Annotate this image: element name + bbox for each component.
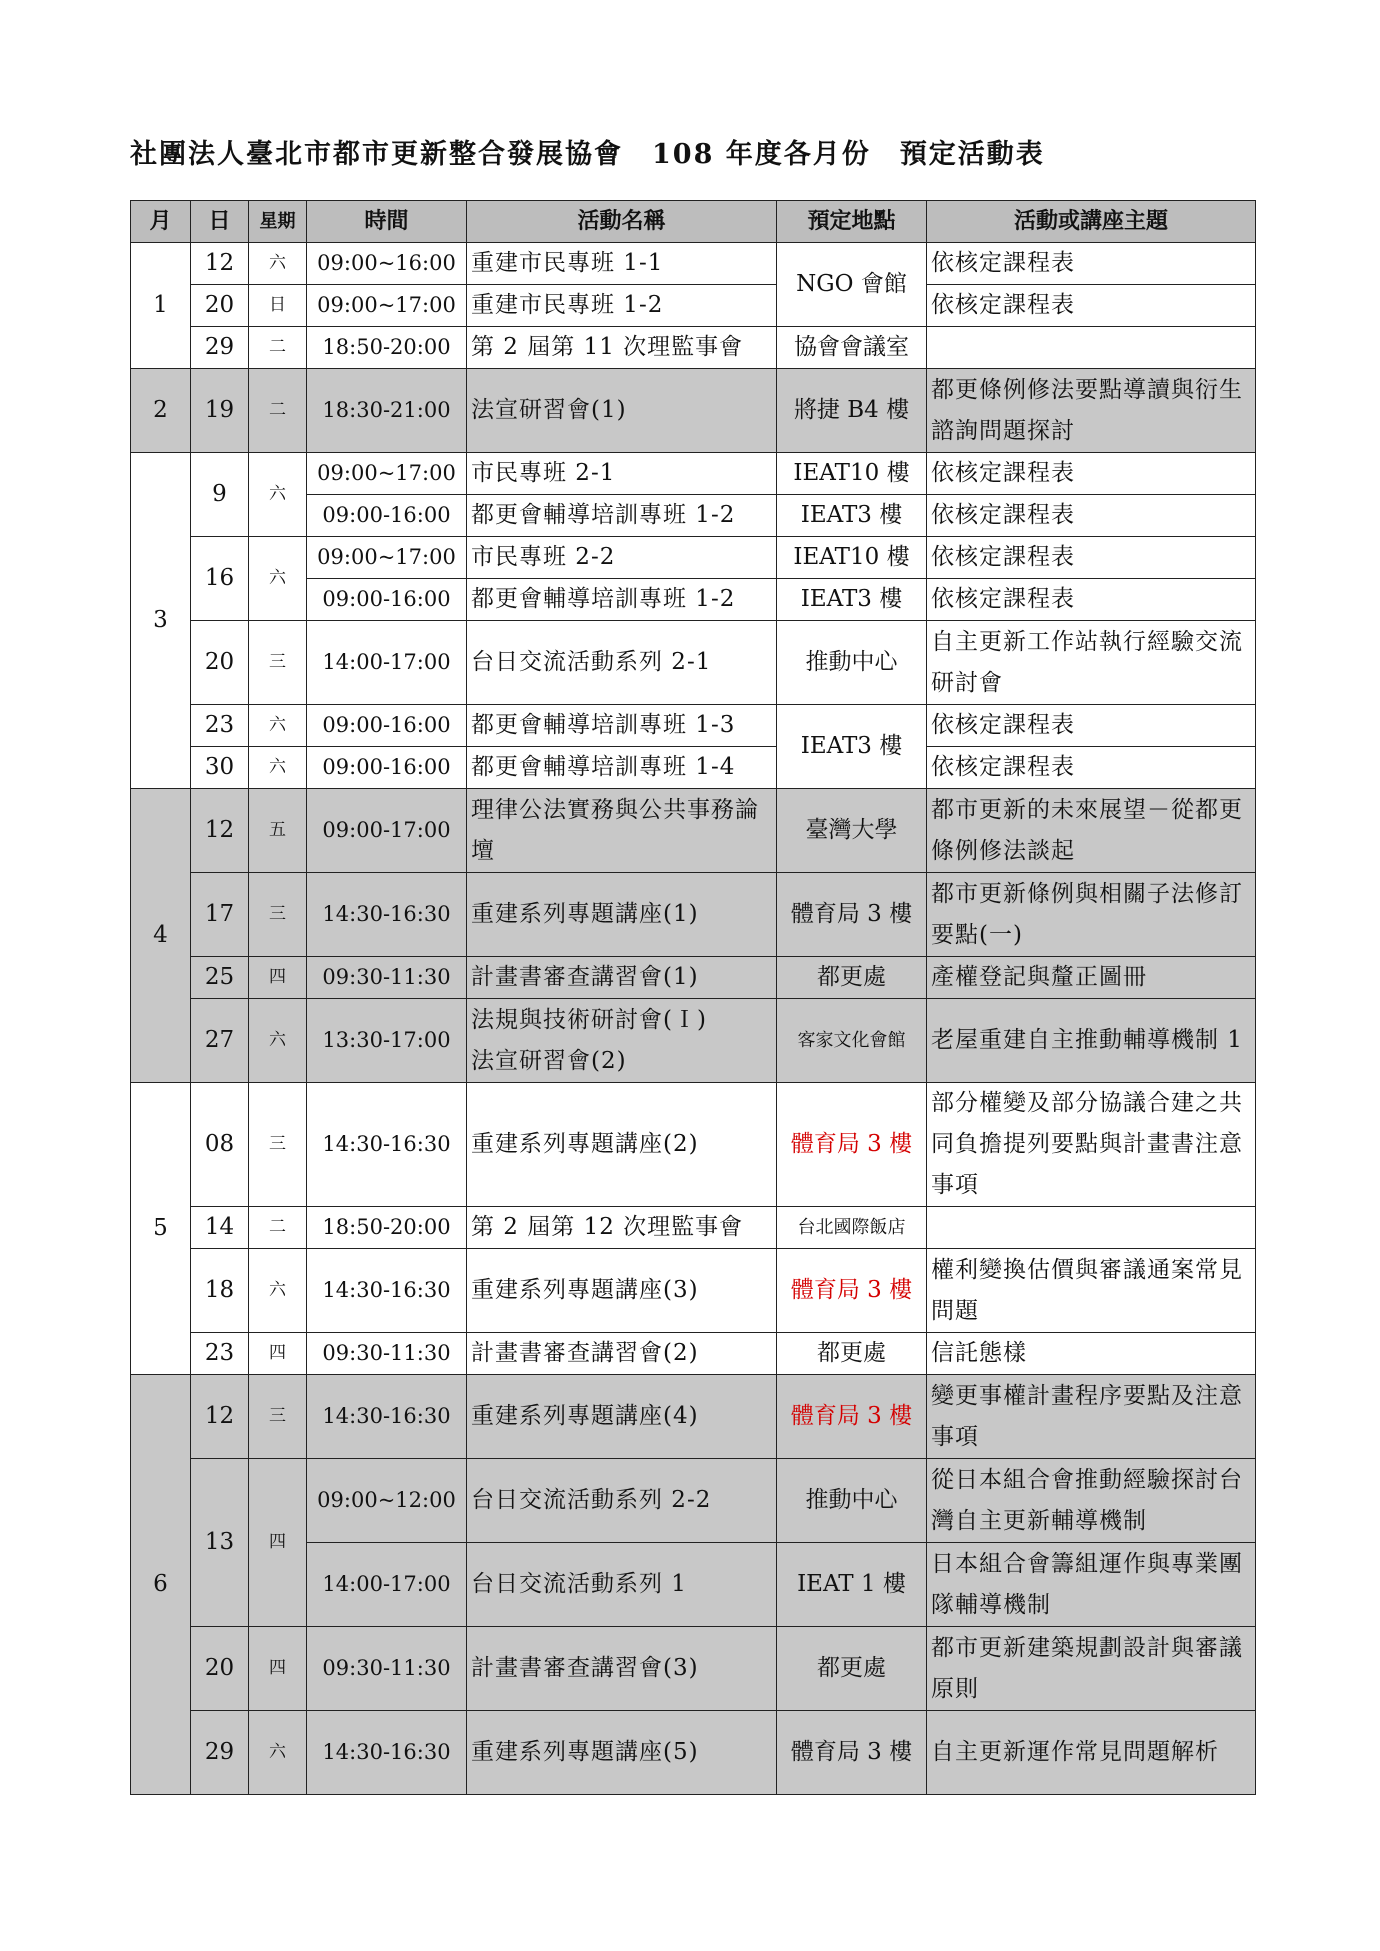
venue-cell: IEAT10 樓 — [777, 453, 927, 495]
topic-cell: 依核定課程表 — [927, 453, 1256, 495]
venue-cell: IEAT3 樓 — [777, 579, 927, 621]
weekday-cell: 四 — [249, 1459, 307, 1627]
time-cell: 14:30-16:30 — [307, 1083, 467, 1207]
topic-cell: 產權登記與釐正圖冊 — [927, 957, 1256, 999]
venue-cell: IEAT3 樓 — [777, 495, 927, 537]
time-cell: 09:00-17:00 — [307, 789, 467, 873]
table-row — [131, 1627, 1256, 1711]
time-cell: 09:00~17:00 — [307, 285, 467, 327]
activity-name-cell: 重建系列專題講座(5) — [467, 1711, 777, 1795]
weekday-cell: 六 — [249, 243, 307, 285]
table-row — [131, 1249, 1256, 1333]
month-cell: 5 — [131, 1083, 191, 1375]
topic-cell: 依核定課程表 — [927, 243, 1256, 285]
venue-cell: 協會會議室 — [777, 327, 927, 369]
topic-cell: 依核定課程表 — [927, 705, 1256, 747]
topic-cell: 自主更新工作站執行經驗交流研討會 — [927, 621, 1256, 705]
month-cell: 6 — [131, 1375, 191, 1795]
header-month: 月 — [131, 201, 191, 243]
activity-name-cell: 第 2 屆第 11 次理監事會 — [467, 327, 777, 369]
time-cell: 18:30-21:00 — [307, 369, 467, 453]
topic-cell: 從日本組合會推動經驗探討台灣自主更新輔導機制 — [927, 1459, 1256, 1543]
topic-cell: 都市更新的未來展望－從都更條例修法談起 — [927, 789, 1256, 873]
time-cell: 14:00-17:00 — [307, 621, 467, 705]
time-cell: 14:00-17:00 — [307, 1543, 467, 1627]
month-cell: 2 — [131, 369, 191, 453]
venue-cell: 將捷 B4 樓 — [777, 369, 927, 453]
activity-name-cell: 重建系列專題講座(2) — [467, 1083, 777, 1207]
topic-cell: 都市更新條例與相關子法修訂要點(一) — [927, 873, 1256, 957]
day-cell: 14 — [191, 1207, 249, 1249]
day-cell: 13 — [191, 1459, 249, 1627]
table-row — [131, 1333, 1256, 1375]
topic-cell: 依核定課程表 — [927, 747, 1256, 789]
weekday-cell: 五 — [249, 789, 307, 873]
time-cell: 09:00~17:00 — [307, 453, 467, 495]
table-row — [131, 1207, 1256, 1249]
day-cell: 20 — [191, 1627, 249, 1711]
activity-name-line: 法宣研習會(2) — [471, 1047, 627, 1074]
header-venue: 預定地點 — [777, 201, 927, 243]
activity-name-cell: 都更會輔導培訓專班 1-2 — [467, 579, 777, 621]
weekday-cell: 三 — [249, 873, 307, 957]
activity-name-cell: 理律公法實務與公共事務論壇 — [467, 789, 777, 873]
header-day: 日 — [191, 201, 249, 243]
topic-cell: 日本組合會籌組運作與專業團隊輔導機制 — [927, 1543, 1256, 1627]
weekday-cell: 二 — [249, 1207, 307, 1249]
day-cell: 19 — [191, 369, 249, 453]
topic-cell: 依核定課程表 — [927, 495, 1256, 537]
table-row — [131, 957, 1256, 999]
table-row — [131, 1375, 1256, 1459]
time-cell: 09:00-16:00 — [307, 495, 467, 537]
table-row — [131, 747, 1256, 789]
activity-name-cell — [467, 999, 777, 1083]
weekday-cell: 六 — [249, 537, 307, 621]
header-topic: 活動或講座主題 — [927, 201, 1256, 243]
venue-cell: 體育局 3 樓 — [777, 873, 927, 957]
time-cell: 09:00-16:00 — [307, 747, 467, 789]
weekday-cell: 二 — [249, 327, 307, 369]
topic-cell — [927, 327, 1256, 369]
table-row — [131, 873, 1256, 957]
venue-cell-highlighted: 體育局 3 樓 — [777, 1083, 927, 1207]
month-cell: 1 — [131, 243, 191, 369]
day-cell: 18 — [191, 1249, 249, 1333]
table-row — [131, 1711, 1256, 1795]
topic-cell: 依核定課程表 — [927, 285, 1256, 327]
time-cell: 09:30-11:30 — [307, 957, 467, 999]
day-cell: 29 — [191, 327, 249, 369]
day-cell: 25 — [191, 957, 249, 999]
activity-name-cell: 計畫書審查講習會(3) — [467, 1627, 777, 1711]
activity-name-cell: 重建市民專班 1-2 — [467, 285, 777, 327]
weekday-cell: 六 — [249, 747, 307, 789]
time-cell: 09:00~12:00 — [307, 1459, 467, 1543]
topic-cell: 部分權變及部分協議合建之共同負擔提列要點與計畫書注意事項 — [927, 1083, 1256, 1207]
topic-cell: 權利變換估價與審議通案常見問題 — [927, 1249, 1256, 1333]
day-cell: 12 — [191, 789, 249, 873]
weekday-cell: 六 — [249, 1249, 307, 1333]
header-time: 時間 — [307, 201, 467, 243]
day-cell: 17 — [191, 873, 249, 957]
weekday-cell: 三 — [249, 1375, 307, 1459]
venue-cell: 都更處 — [777, 1333, 927, 1375]
time-cell: 09:00-16:00 — [307, 705, 467, 747]
table-row — [131, 285, 1256, 327]
weekday-cell: 三 — [249, 621, 307, 705]
month-cell: 4 — [131, 789, 191, 1083]
day-cell: 16 — [191, 537, 249, 621]
time-cell: 09:00~17:00 — [307, 537, 467, 579]
header-activity-name: 活動名稱 — [467, 201, 777, 243]
venue-cell: IEAT3 樓 — [777, 705, 927, 789]
activity-name-cell: 台日交流活動系列 1 — [467, 1543, 777, 1627]
activity-name-cell: 台日交流活動系列 2-1 — [467, 621, 777, 705]
activity-name-cell: 市民專班 2-2 — [467, 537, 777, 579]
time-cell: 14:30-16:30 — [307, 1711, 467, 1795]
weekday-cell: 三 — [249, 1083, 307, 1207]
table-row — [131, 327, 1256, 369]
activity-table — [130, 200, 1256, 1795]
time-cell: 09:30-11:30 — [307, 1333, 467, 1375]
day-cell: 20 — [191, 285, 249, 327]
time-cell: 09:00-16:00 — [307, 579, 467, 621]
activity-name-cell: 都更會輔導培訓專班 1-2 — [467, 495, 777, 537]
topic-cell — [927, 1207, 1256, 1249]
venue-cell: 體育局 3 樓 — [777, 1711, 927, 1795]
header-weekday: 星期 — [249, 201, 307, 243]
table-row — [131, 789, 1256, 873]
day-cell: 29 — [191, 1711, 249, 1795]
day-cell: 27 — [191, 999, 249, 1083]
day-cell: 08 — [191, 1083, 249, 1207]
topic-cell: 都市更新建築規劃設計與審議原則 — [927, 1627, 1256, 1711]
table-row — [131, 999, 1256, 1083]
activity-name-cell: 台日交流活動系列 2-2 — [467, 1459, 777, 1543]
activity-name-cell: 計畫書審查講習會(2) — [467, 1333, 777, 1375]
activity-name-cell: 都更會輔導培訓專班 1-4 — [467, 747, 777, 789]
weekday-cell: 六 — [249, 1711, 307, 1795]
topic-cell: 老屋重建自主推動輔導機制 1 — [927, 999, 1256, 1083]
table-row — [131, 1083, 1256, 1207]
topic-cell: 都更條例修法要點導讀與衍生諮詢問題探討 — [927, 369, 1256, 453]
time-cell: 14:30-16:30 — [307, 1375, 467, 1459]
topic-cell: 依核定課程表 — [927, 579, 1256, 621]
venue-cell: 台北國際飯店 — [777, 1207, 927, 1249]
day-cell: 12 — [191, 1375, 249, 1459]
activity-name-line: 法規與技術研討會(Ｉ) — [471, 1006, 707, 1033]
activity-name-cell: 第 2 屆第 12 次理監事會 — [467, 1207, 777, 1249]
venue-cell: 推動中心 — [777, 1459, 927, 1543]
table-row — [131, 453, 1256, 495]
day-cell: 23 — [191, 705, 249, 747]
venue-cell: 都更處 — [777, 957, 927, 999]
table-row — [131, 243, 1256, 285]
activity-name-cell: 法宣研習會(1) — [467, 369, 777, 453]
time-cell: 09:30-11:30 — [307, 1627, 467, 1711]
venue-cell: IEAT10 樓 — [777, 537, 927, 579]
weekday-cell: 四 — [249, 957, 307, 999]
day-cell: 9 — [191, 453, 249, 537]
topic-cell: 變更事權計畫程序要點及注意事項 — [927, 1375, 1256, 1459]
time-cell: 14:30-16:30 — [307, 1249, 467, 1333]
weekday-cell: 二 — [249, 369, 307, 453]
venue-cell: 都更處 — [777, 1627, 927, 1711]
weekday-cell: 六 — [249, 705, 307, 747]
activity-name-cell: 計畫書審查講習會(1) — [467, 957, 777, 999]
activity-name-cell: 重建市民專班 1-1 — [467, 243, 777, 285]
day-cell: 30 — [191, 747, 249, 789]
venue-cell: IEAT 1 樓 — [777, 1543, 927, 1627]
time-cell: 14:30-16:30 — [307, 873, 467, 957]
table-row — [131, 537, 1256, 579]
topic-cell: 依核定課程表 — [927, 537, 1256, 579]
day-cell: 23 — [191, 1333, 249, 1375]
venue-cell: 臺灣大學 — [777, 789, 927, 873]
activity-name-cell: 重建系列專題講座(4) — [467, 1375, 777, 1459]
day-cell: 20 — [191, 621, 249, 705]
month-cell: 3 — [131, 453, 191, 789]
table-row — [131, 369, 1256, 453]
time-cell: 13:30-17:00 — [307, 999, 467, 1083]
venue-cell: 客家文化會館 — [777, 999, 927, 1083]
weekday-cell: 日 — [249, 285, 307, 327]
venue-cell-highlighted: 體育局 3 樓 — [777, 1375, 927, 1459]
time-cell: 18:50-20:00 — [307, 1207, 467, 1249]
weekday-cell: 四 — [249, 1627, 307, 1711]
topic-cell: 自主更新運作常見問題解析 — [927, 1711, 1256, 1795]
activity-name-cell: 市民專班 2-1 — [467, 453, 777, 495]
table-row — [131, 705, 1256, 747]
table-row — [131, 1459, 1256, 1543]
document-title: 社團法人臺北市都市更新整合發展協會 108 年度各月份 預定活動表 — [130, 139, 1045, 170]
table-row — [131, 621, 1256, 705]
time-cell: 09:00~16:00 — [307, 243, 467, 285]
weekday-cell: 六 — [249, 453, 307, 537]
weekday-cell: 四 — [249, 1333, 307, 1375]
weekday-cell: 六 — [249, 999, 307, 1083]
topic-cell: 信託態樣 — [927, 1333, 1256, 1375]
table-header-row — [131, 201, 1256, 243]
activity-name-cell: 重建系列專題講座(3) — [467, 1249, 777, 1333]
venue-cell: NGO 會館 — [777, 243, 927, 327]
time-cell: 18:50-20:00 — [307, 327, 467, 369]
venue-cell-highlighted: 體育局 3 樓 — [777, 1249, 927, 1333]
venue-cell: 推動中心 — [777, 621, 927, 705]
activity-name-cell: 都更會輔導培訓專班 1-3 — [467, 705, 777, 747]
day-cell: 12 — [191, 243, 249, 285]
activity-name-cell: 重建系列專題講座(1) — [467, 873, 777, 957]
